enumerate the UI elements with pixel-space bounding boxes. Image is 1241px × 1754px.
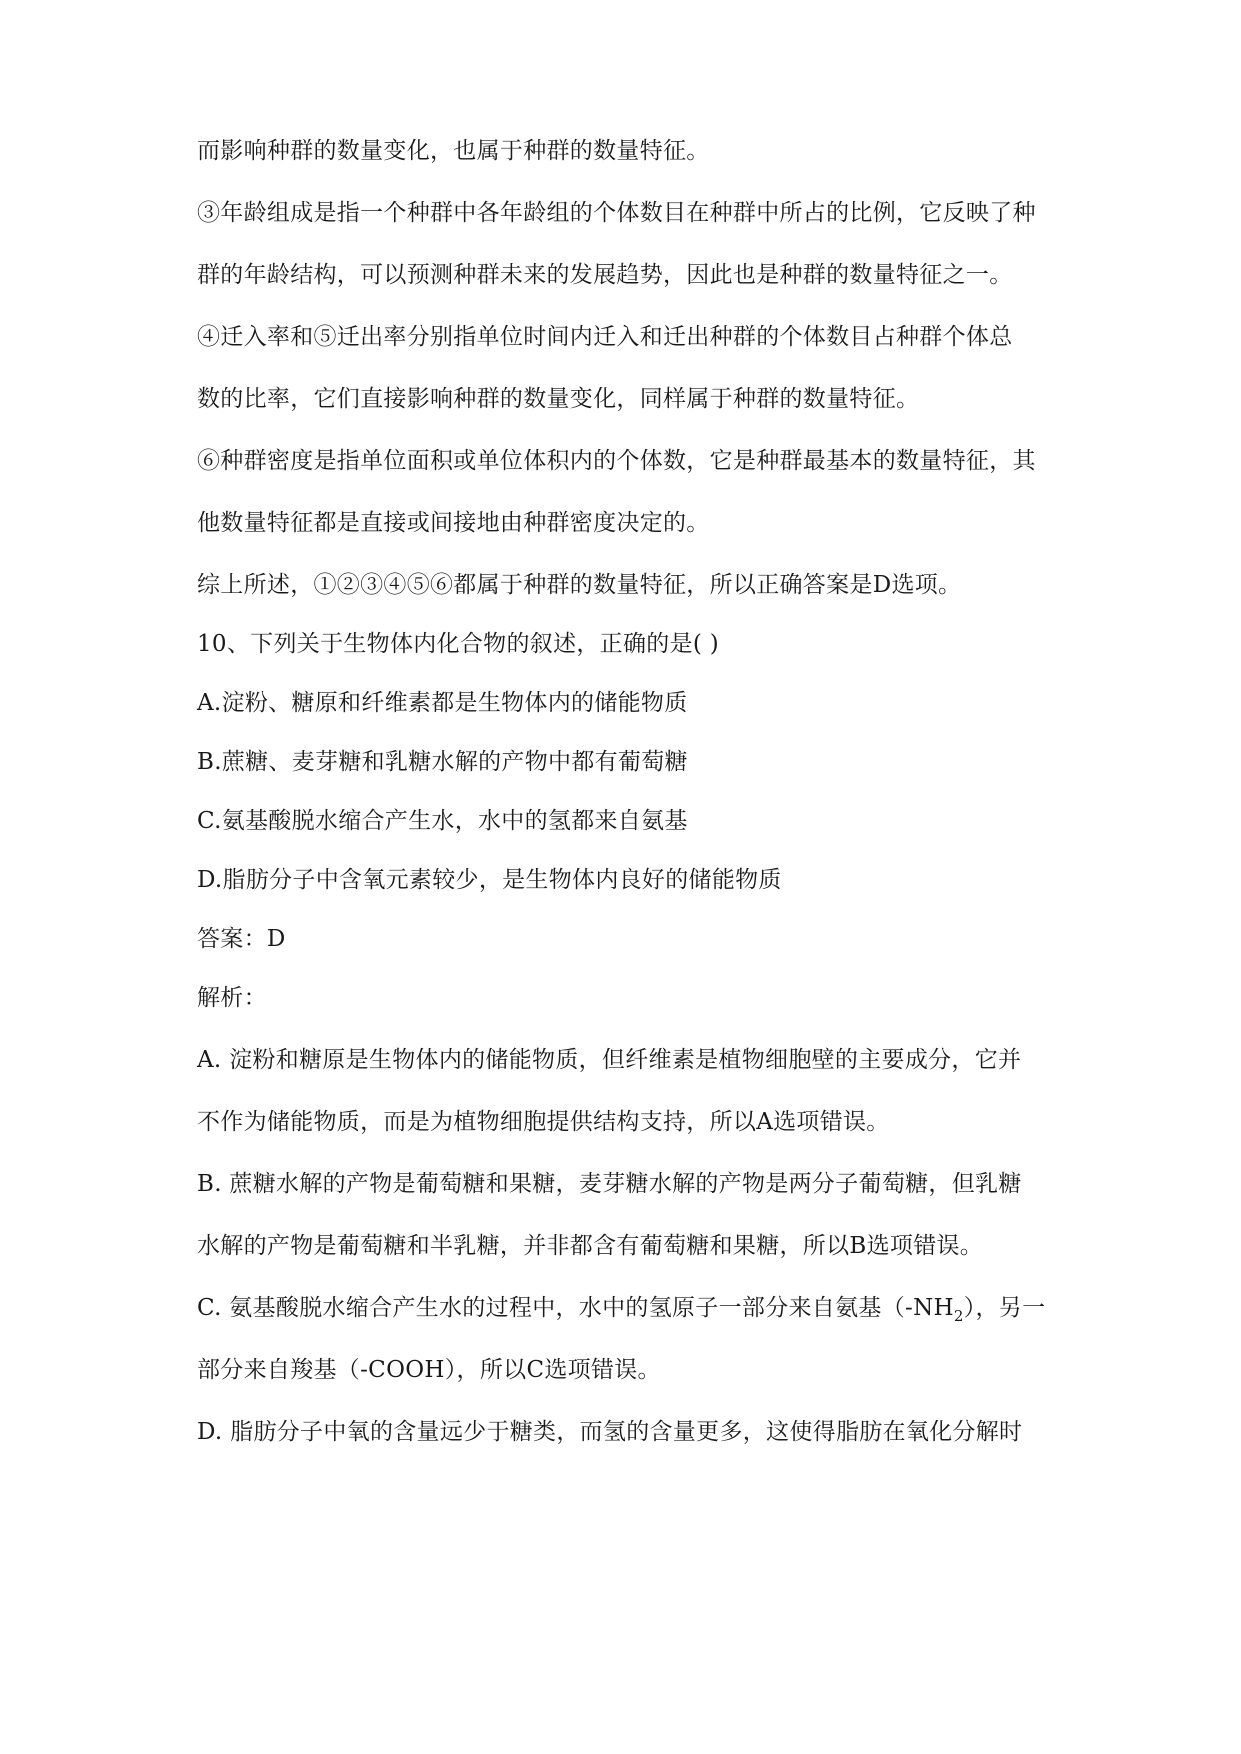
text-line: ③年龄组成是指一个种群中各年龄组的个体数目在种群中所占的比例，它反映了种 [197,200,1036,226]
analysis-d-line: D. 脂肪分子中氧的含量远少于糖类，而氢的含量更多，这使得脂肪在氧化分解时 [197,1419,1023,1445]
text-line: 群的年龄结构，可以预测种群未来的发展趋势，因此也是种群的数量特征之一。 [197,262,1013,288]
text-line: ④迁入率和⑤迁出率分别指单位时间内迁入和迁出种群的个体数目占种群个体总 [197,324,1013,350]
analysis-a-line: A. 淀粉和糖原是生物体内的储能物质，但纤维素是植物细胞壁的主要成分，它并 [197,1047,1022,1073]
analysis-a-line: 不作为储能物质，而是为植物细胞提供结构支持，所以A选项错误。 [197,1109,890,1135]
answer-line: 答案：D [197,926,286,952]
option-b: B.蔗糖、麦芽糖和乳糖水解的产物中都有葡萄糖 [197,749,688,775]
conclusion-line: 综上所述，①②③④⑤⑥都属于种群的数量特征，所以正确答案是D选项。 [197,572,962,598]
subscript-2: 2 [953,1307,964,1325]
option-a: A.淀粉、糖原和纤维素都是生物体内的储能物质 [197,690,688,716]
text-line: 而影响种群的数量变化，也属于种群的数量特征。 [197,138,710,164]
analysis-c-line [197,1293,1097,1331]
analysis-b-line: 水解的产物是葡萄糖和半乳糖，并非都含有葡萄糖和果糖，所以B选项错误。 [197,1233,984,1259]
analysis-b-line: B. 蔗糖水解的产物是葡萄糖和果糖，麦芽糖水解的产物是两分子葡萄糖，但乳糖 [197,1171,1022,1197]
text-line: 数的比率，它们直接影响种群的数量变化，同样属于种群的数量特征。 [197,386,920,412]
analysis-heading: 解析： [197,985,267,1011]
question-title: 10、下列关于生物体内化合物的叙述，正确的是( ) [197,631,720,657]
text-line: ⑥种群密度是指单位面积或单位体积内的个体数，它是种群最基本的数量特征，其 [197,448,1036,474]
option-c: C.氨基酸脱水缩合产生水，水中的氢都来自氨基 [197,808,688,834]
text-line: 他数量特征都是直接或间接地由种群密度决定的。 [197,510,710,536]
analysis-c-text: C. 氨基酸脱水缩合产生水的过程中，水中的氢原子一部分来自氨基（-NH [197,1295,954,1321]
analysis-c-line: 部分来自羧基（-COOH），所以C选项错误。 [197,1357,661,1383]
option-d: D.脂肪分子中含氧元素较少，是生物体内良好的储能物质 [197,867,782,893]
analysis-c-text-end: ），另一 [963,1295,1046,1321]
